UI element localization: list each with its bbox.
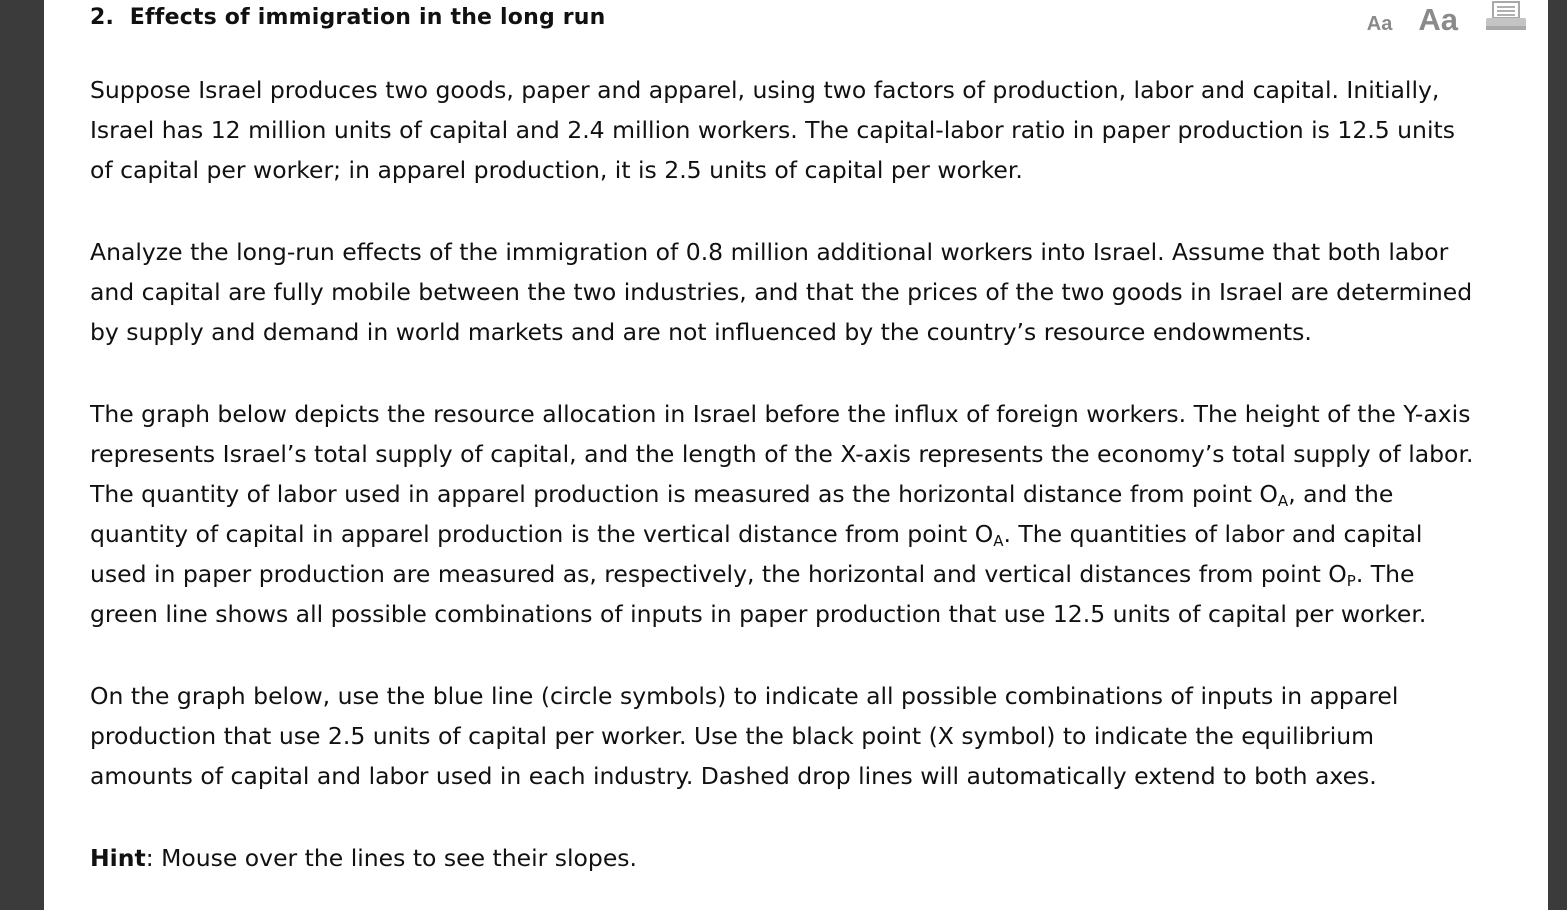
paragraph-instructions — [90, 676, 1530, 796]
toolbar — [1367, 0, 1528, 40]
text-segment: quantity of capital in apparel production is the vertical distance from point O — [90, 520, 994, 548]
text-line: Analyze the long-run effects of the immigration of 0.8 million additional workers into Israel. Assume that both labor — [90, 238, 1449, 266]
text-line: by supply and demand in world markets and are not influenced by the country’s resource endowments. — [90, 318, 1312, 346]
right-margin-bar — [1548, 0, 1567, 910]
text-line: production that use 2.5 units of capital per worker. Use the black point (X symbol) to indicate the equilibrium — [90, 722, 1375, 750]
text-segment: The quantity of labor used in apparel production is measured as the horizontal distance from point O — [90, 480, 1278, 508]
text-line: amounts of capital and labor used in each industry. Dashed drop lines will automatically extend to both axes. — [90, 762, 1377, 790]
text-line: Israel has 12 million units of capital and 2.4 million workers. The capital-labor ratio in paper production is 12.5 units — [90, 116, 1455, 144]
text-line — [90, 514, 1530, 554]
increase-font-button[interactable]: Aa — [1418, 2, 1458, 37]
subscript-a: A — [1277, 492, 1289, 510]
decrease-font-button[interactable]: Aa — [1366, 12, 1393, 35]
text-segment: . The — [1355, 560, 1415, 588]
paragraph-analysis — [90, 232, 1530, 352]
question-body — [90, 70, 1530, 910]
print-icon[interactable] — [1484, 0, 1528, 34]
text-line: The graph below depicts the resource allocation in Israel before the influx of foreign workers. The height of the Y-axis — [90, 400, 1471, 428]
text-line — [90, 554, 1530, 594]
paragraph-hint — [90, 838, 1530, 878]
text-line: of capital per worker; in apparel production, it is 2.5 units of capital per worker. — [90, 156, 1023, 184]
question-page — [44, 0, 1548, 910]
subscript-a: A — [993, 532, 1004, 550]
text-line — [90, 474, 1530, 514]
paragraph-graph-description — [90, 394, 1530, 634]
text-line: represents Israel’s total supply of capital, and the length of the X-axis represents the economy’s total supply of labor. — [90, 440, 1474, 468]
text-line: Suppose Israel produces two goods, paper and apparel, using two factors of production, labor and capital. Initially, — [90, 76, 1440, 104]
hint-label: Hint — [90, 844, 146, 872]
question-title-text: Effects of immigration in the long run — [129, 5, 606, 30]
question-title — [90, 5, 606, 30]
paragraph-intro — [90, 70, 1530, 190]
text-line: green line shows all possible combinations of inputs in paper production that use 12.5 units of capital per worker. — [90, 600, 1427, 628]
text-line: On the graph below, use the blue line (circle symbols) to indicate all possible combinations of inputs in apparel — [90, 682, 1399, 710]
text-segment: used in paper production are measured as, respectively, the horizontal and vertical distances from point O — [90, 560, 1347, 588]
subscript-p: P — [1346, 572, 1356, 590]
left-margin-bar — [0, 0, 44, 910]
text-segment: . The quantities of labor and capital — [1003, 520, 1423, 548]
text-segment: , and the — [1288, 480, 1394, 508]
question-number: 2. — [90, 5, 115, 30]
text-line: and capital are fully mobile between the two industries, and that the prices of the two goods in Israel are determined — [90, 278, 1473, 306]
hint-text: : Mouse over the lines to see their slopes. — [145, 844, 637, 872]
